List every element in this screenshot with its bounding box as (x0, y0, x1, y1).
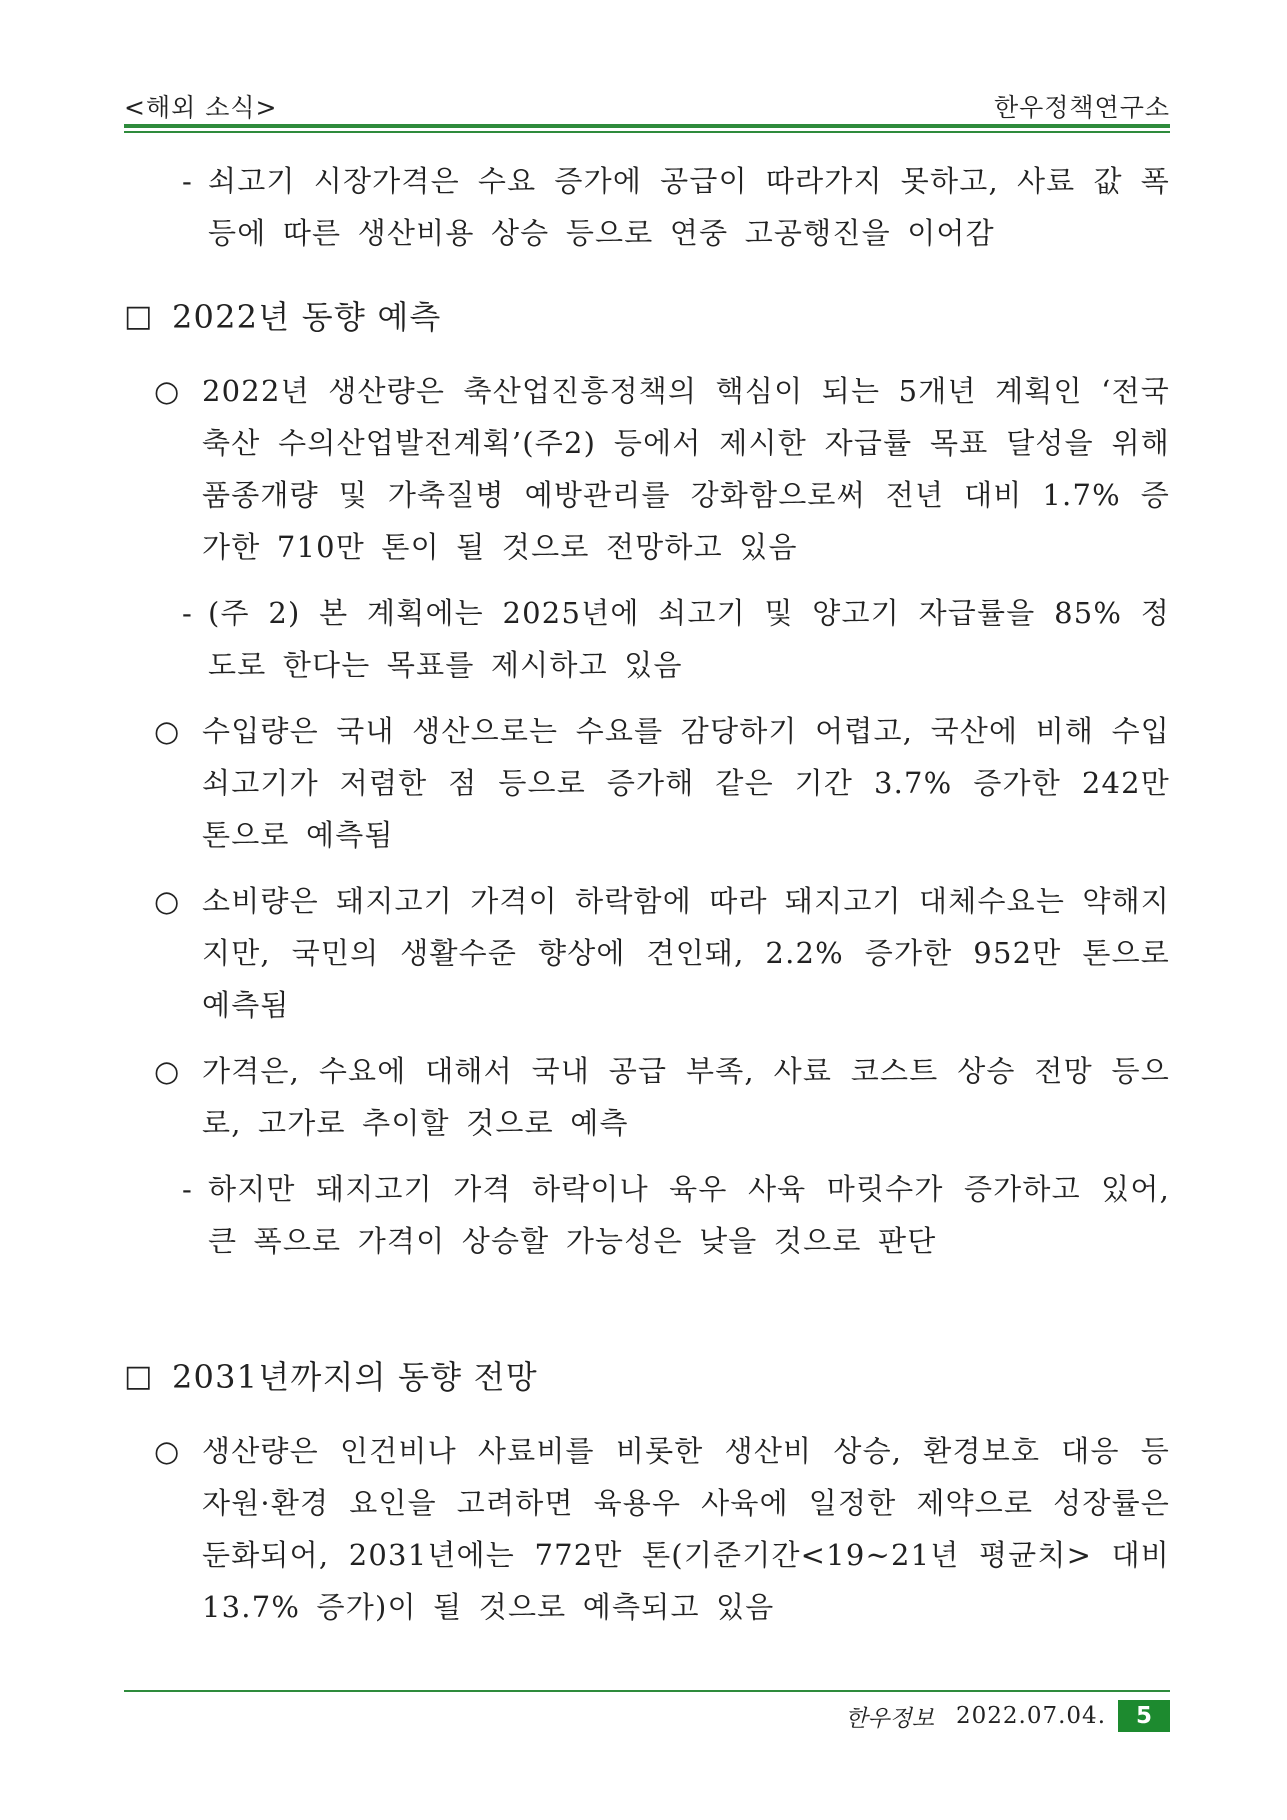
list-item (124, 1045, 1170, 1149)
header-section-label: <해외 소식> (124, 93, 278, 122)
circle-bullet: ○ (154, 1054, 181, 1088)
square-bullet: □ (124, 1359, 154, 1394)
section1-item-5: 가격은, 수요에 대해서 국내 공급 부족, 사료 코스트 상승 전망 등으로, 고가로 추이할 것으로 예측 (202, 1054, 1170, 1140)
footer-rule (124, 1690, 1170, 1692)
section-heading-2031 (124, 1351, 1170, 1403)
list-item (124, 587, 1170, 691)
dash-bullet: - (182, 596, 193, 630)
intro-dash-item (124, 155, 1170, 259)
section1-item-3: 수입량은 국내 생산으로는 수요를 감당하기 어렵고, 국산에 비해 수입 쇠고기가 저렴한 점 등으로 증가해 같은 기간 3.7% 증가한 242만 톤으로 예측됨 (202, 714, 1170, 852)
section2-item-1: 생산량은 인건비나 사료비를 비롯한 생산비 상승, 환경보호 대응 등 자원·환경 요인을 고려하면 육용우 사육에 일정한 제약으로 성장률은 둔화되어, 2031년에는 772만 톤(기준기간<19~21년 평균치> 대비 13.7% 증가)이 될 것으로 예측되고 있음 (202, 1434, 1170, 1624)
dash-bullet: - (182, 164, 193, 198)
circle-bullet: ○ (154, 884, 181, 918)
list-item (124, 365, 1170, 573)
dash-bullet: - (182, 1172, 193, 1206)
section1-title: 2022년 동향 예측 (172, 298, 442, 336)
page-header (124, 88, 1170, 124)
footer-date: 2022.07.04. (956, 1703, 1106, 1729)
page-number: 5 (1118, 1700, 1170, 1732)
section-heading-2022 (124, 291, 1170, 343)
section2-title: 2031년까지의 동향 전망 (172, 1358, 538, 1396)
header-org-name: 한우정책연구소 (993, 93, 1170, 122)
circle-bullet: ○ (154, 374, 181, 408)
circle-bullet: ○ (154, 714, 181, 748)
section1-item-6: 하지만 돼지고기 가격 하락이나 육우 사육 마릿수가 증가하고 있어, 큰 폭으로 가격이 상승할 가능성은 낮을 것으로 판단 (208, 1172, 1170, 1258)
document-body (124, 155, 1170, 1633)
list-item (124, 1163, 1170, 1267)
square-bullet: □ (124, 299, 154, 334)
section1-item-2: (주 2) 본 계획에는 2025년에 쇠고기 및 양고기 자급률을 85% 정도로 한다는 목표를 제시하고 있음 (208, 596, 1170, 682)
circle-bullet: ○ (154, 1434, 181, 1468)
intro-dash-text: 쇠고기 시장가격은 수요 증가에 공급이 따라가지 못하고, 사료 값 폭등에 따른 생산비용 상승 등으로 연중 고공행진을 이어감 (208, 164, 1170, 250)
list-item (124, 875, 1170, 1031)
footer-brand: 한우정보 (845, 1705, 934, 1732)
section1-item-4: 소비량은 돼지고기 가격이 하락함에 따라 돼지고기 대체수요는 약해지지만, 국민의 생활수준 향상에 견인돼, 2.2% 증가한 952만 톤으로 예측됨 (202, 884, 1170, 1022)
list-item (124, 705, 1170, 861)
page-footer (845, 1700, 1170, 1732)
list-item (124, 1425, 1170, 1633)
section1-item-1: 2022년 생산량은 축산업진흥정책의 핵심이 되는 5개년 계획인 ‘전국 축산 수의산업발전계획’(주2) 등에서 제시한 자급률 목표 달성을 위해 품종개량 및 가축질병 예방관리를 강화함으로써 전년 대비 1.7% 증가한 710만 톤이 될 것으로 전망하고 있음 (202, 374, 1170, 564)
